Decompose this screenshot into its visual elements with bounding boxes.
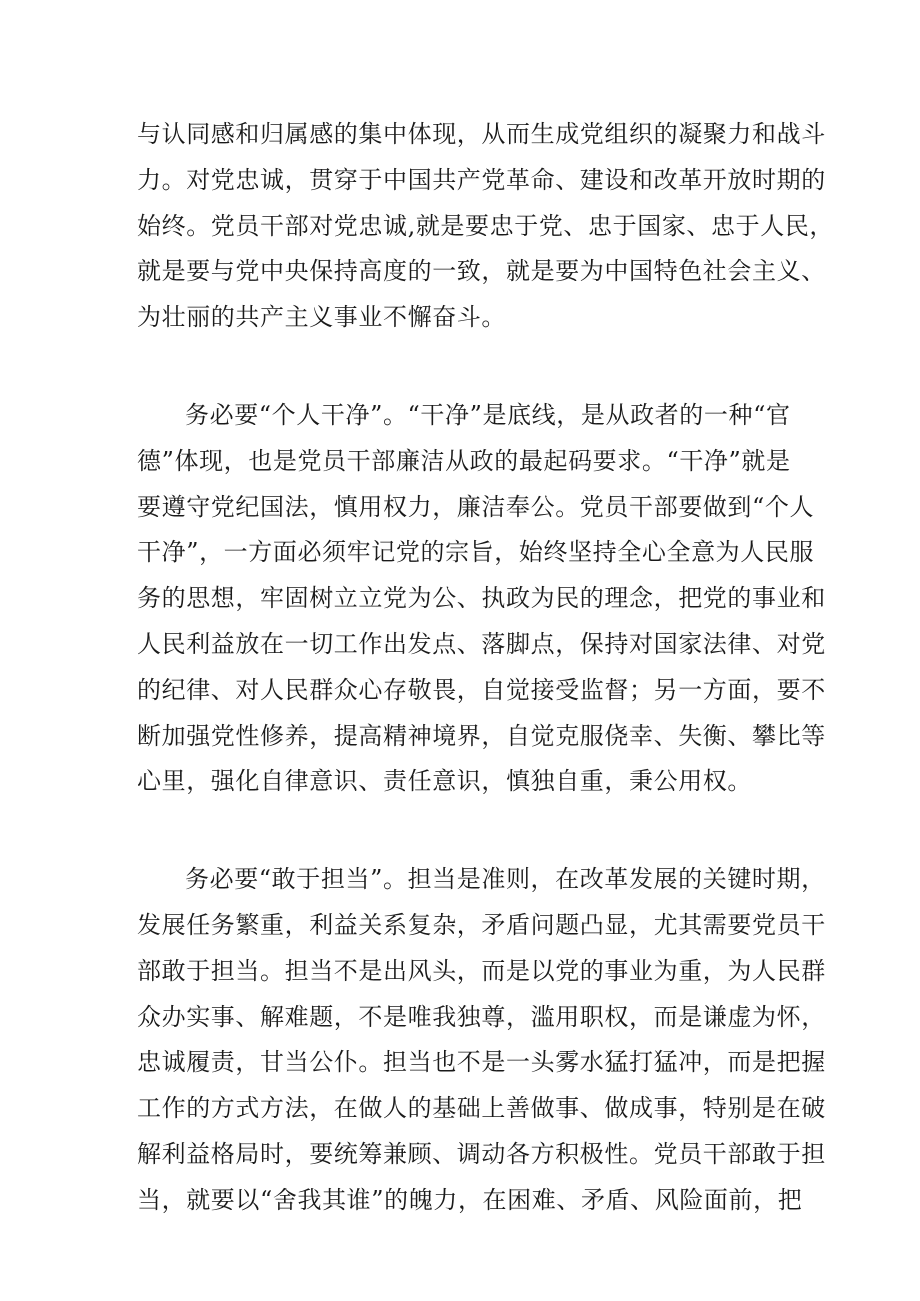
text-line: 的纪律、对人民群众心存敬畏，自觉接受监督；另一方面，要不: [137, 675, 826, 704]
text-line: 人民利益放在一切工作出发点、落脚点，保持对国家法律、对党: [137, 629, 826, 658]
text-line: 与认同感和归属感的集中体现，从而生成党组织的凝聚力和战斗: [137, 120, 826, 148]
text-line: 断加强党性修养，提高精神境界，自觉克服侥幸、失衡、攀比等: [137, 721, 826, 750]
paragraph-2: [137, 393, 826, 805]
text-line: 干净”，一方面必须牢记党的宗旨，始终坚持全心全意为人民服: [137, 538, 815, 567]
text-line: 忠诚履责，甘当公仆。担当也不是一头雾水猛打猛冲，而是把握: [137, 1048, 826, 1077]
text-line: 心里，强化自律意识、责任意识，慎独自重，秉公用权。: [137, 767, 752, 796]
text-line: 工作的方式方法，在做人的基础上善做事、做成事，特别是在破: [137, 1094, 826, 1123]
text-line: 要遵守党纪国法，慎用权力，廉洁奉公。党员干部要做到“个人: [137, 492, 815, 521]
text-line: 务必要“敢于担当”。担当是准则，在改革发展的关键时期，: [185, 865, 826, 894]
text-line: 务必要“个人干净”。“干净”是底线，是从政者的一种“官: [185, 400, 791, 429]
paragraph-3: [137, 857, 826, 1223]
text-line: 解利益格局时，要统筹兼顾、调动各方积极性。党员干部敢于担: [137, 1139, 826, 1168]
text-line: 众办实事、解难题，不是唯我独尊，滥用职权，而是谦虚为怀，: [137, 1002, 826, 1031]
text-line: 就是要与党中央保持高度的一致，就是要为中国特色社会主义、: [137, 257, 826, 286]
text-line: 当，就要以“舍我其谁”的魄力，在困难、矛盾、风险面前，把: [137, 1185, 803, 1214]
text-line: 为壮丽的共产主义事业不懈奋斗。: [137, 303, 506, 332]
document-body: [137, 112, 835, 1224]
paragraph-1: [137, 112, 835, 341]
text-line: 发展任务繁重，利益关系复杂，矛盾问题凸显，尤其需要党员干: [137, 910, 826, 939]
text-line: 始终。党员干部对党忠诚,就是要忠于党、忠于国家、忠于人民，: [137, 211, 835, 240]
text-line: 部敢于担当。担当不是出风头，而是以党的事业为重，为人民群: [137, 956, 826, 985]
text-line: 德”体现，也是党员干部廉洁从政的最起码要求。“干净”就是: [137, 446, 791, 475]
text-line: 务的思想，牢固树立立党为公、执政为民的理念，把党的事业和: [137, 584, 826, 613]
text-line: 力。对党忠诚，贯穿于中国共产党革命、建设和改革开放时期的: [137, 165, 826, 194]
